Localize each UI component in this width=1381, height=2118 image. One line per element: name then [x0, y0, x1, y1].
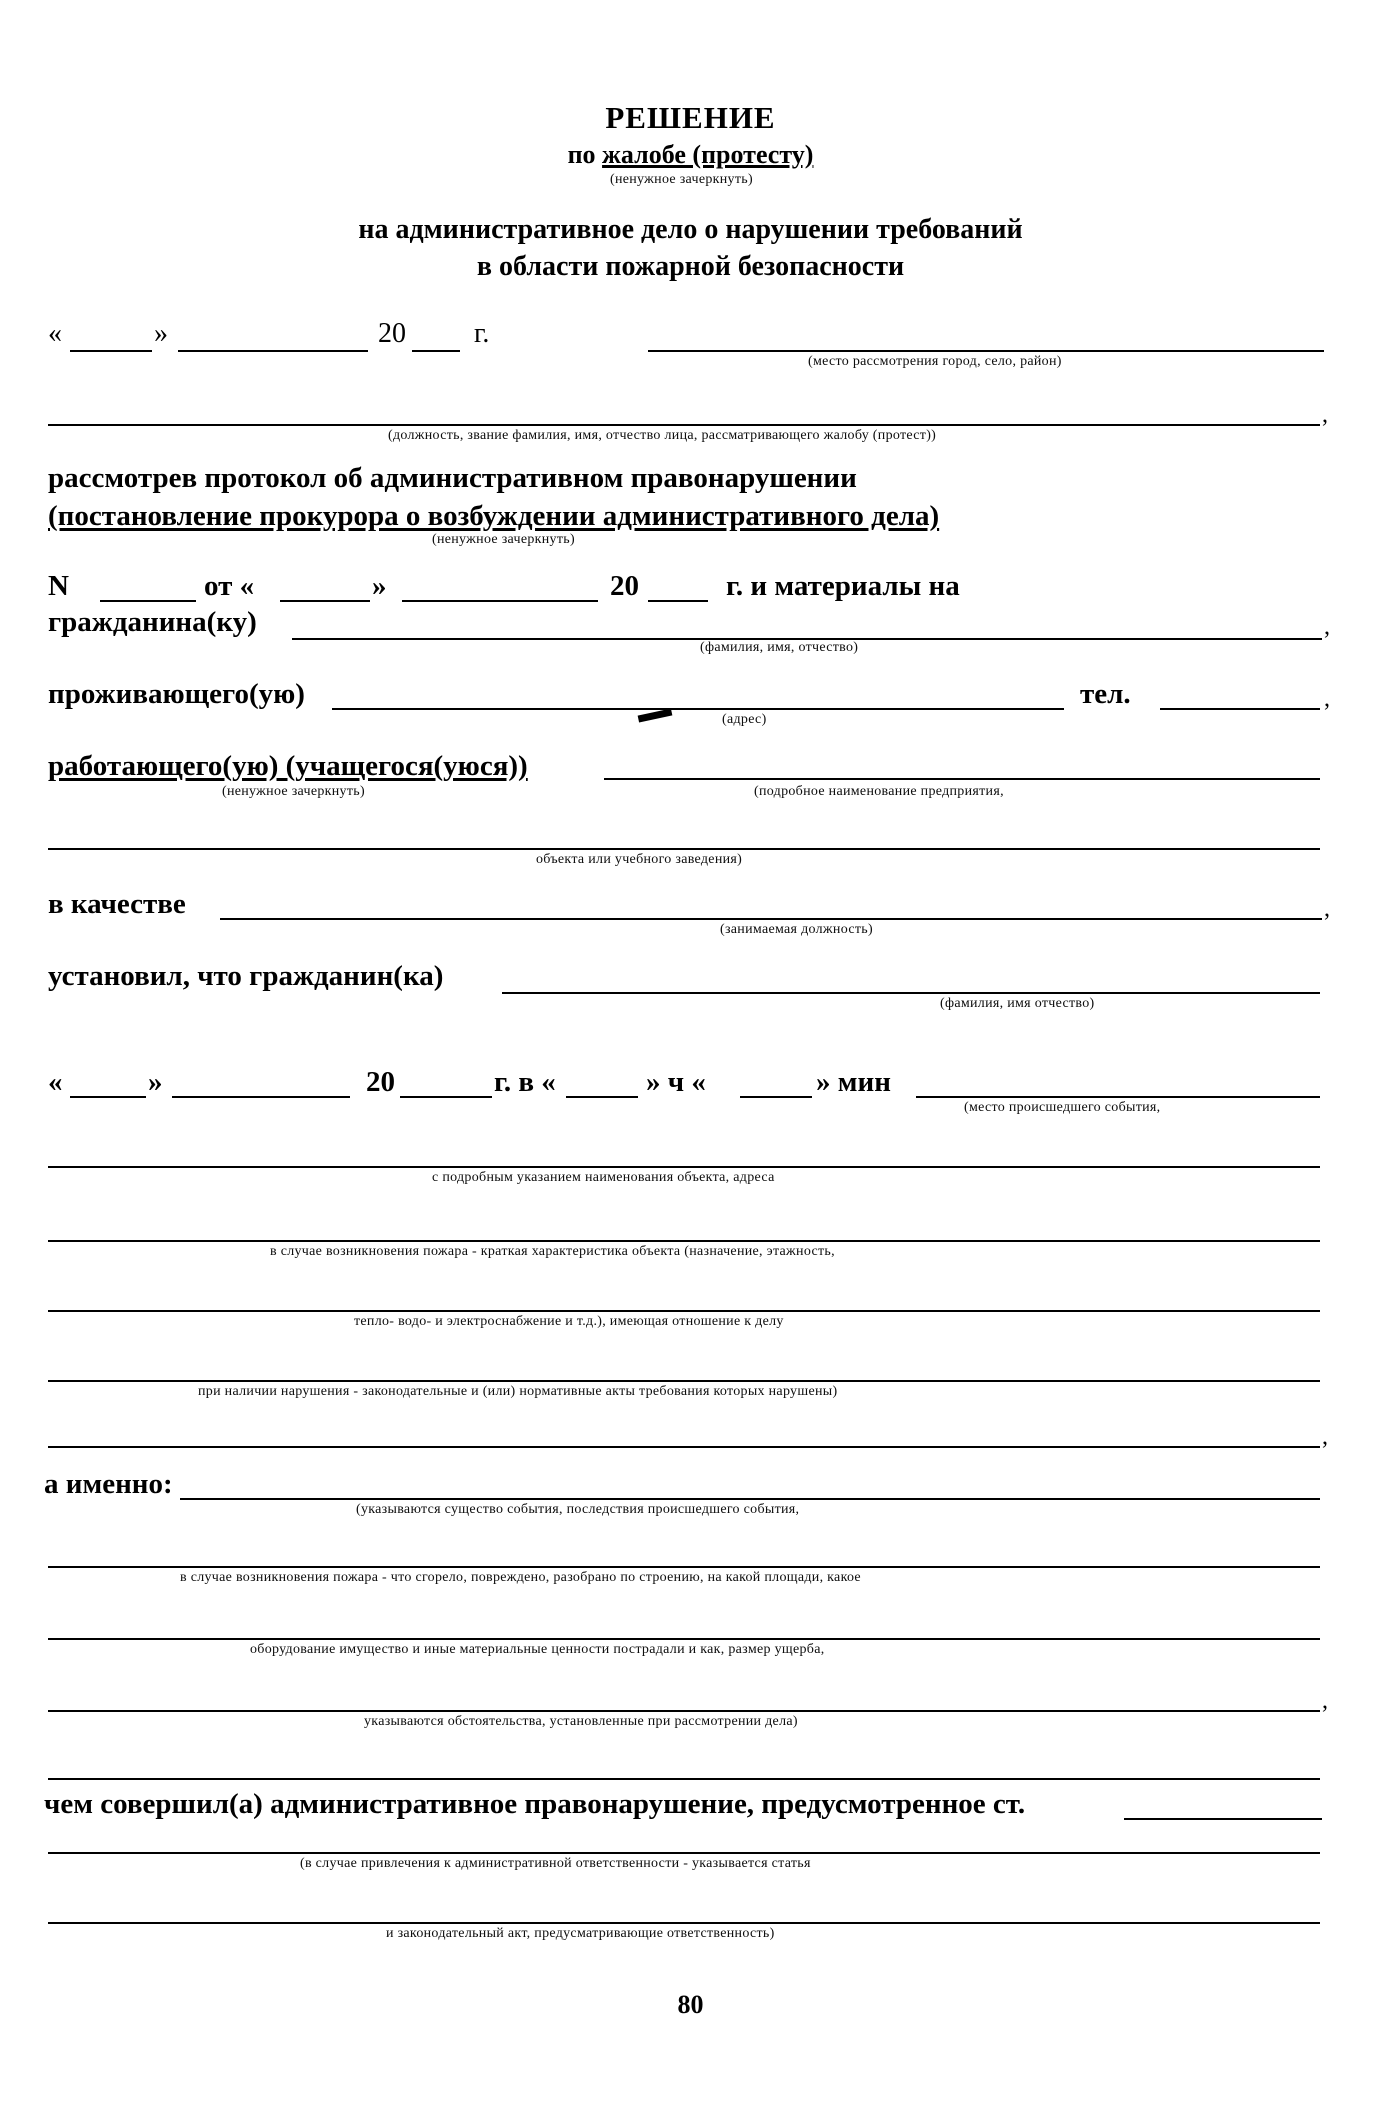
position-hint: (занимаемая должность): [720, 922, 873, 937]
detail-line-2: [48, 1240, 1320, 1242]
phone-comma: ,: [1324, 686, 1330, 712]
established-line: [502, 992, 1320, 994]
official-comma: ,: [1322, 402, 1328, 428]
from-label: от «: [204, 570, 255, 602]
subtitle-hint: (ненужное зачеркнуть): [610, 172, 753, 187]
namely-hint-3: оборудование имущество и иные материальные ценности пострадали и как, размер ущерба,: [250, 1642, 825, 1657]
namely-line-3: [48, 1638, 1320, 1640]
namely-comma: ,: [1322, 1688, 1328, 1714]
enterprise-line-2: [48, 848, 1320, 850]
article-line: [1124, 1818, 1322, 1820]
heading-line-2: в области пожарной безопасности: [476, 251, 905, 282]
document-subtitle: [0, 140, 1381, 170]
enterprise-hint-2: объекта или учебного заведения): [536, 852, 743, 867]
year-prefix: 20: [378, 318, 406, 349]
year-line: [412, 350, 460, 352]
established-label: установил, что гражданин(ка): [48, 960, 444, 992]
position-label: в качестве: [48, 888, 186, 920]
event-time-text: г. в «: [494, 1066, 556, 1098]
hour-line: [566, 1096, 638, 1098]
official-line: [48, 424, 1320, 426]
citizen-hint: (фамилия, имя, отчество): [700, 640, 859, 655]
article-line-2: [48, 1922, 1320, 1924]
committed-text: чем совершил(а) административное правонарушение, предусмотренное ст.: [44, 1788, 1026, 1820]
detail-hint-4: при наличии нарушения - законодательные и (или) нормативные акты требования которых нарушены): [198, 1384, 838, 1399]
number-label: N: [48, 570, 69, 602]
subtitle-main: жалобе (протесту): [602, 140, 814, 169]
month-line: [178, 350, 368, 352]
event-day-line: [70, 1096, 146, 1098]
page-number: 80: [677, 1990, 704, 2019]
from-month-line: [402, 600, 598, 602]
date-open-quote: «: [48, 318, 62, 349]
event-year-line: [400, 1096, 492, 1098]
from-year-line: [648, 600, 708, 602]
from-year: 20: [610, 570, 639, 602]
day-line: [70, 350, 152, 352]
event-place-hint: (место происшедшего события,: [964, 1100, 1161, 1115]
minute-line: [740, 1096, 812, 1098]
detail-line-5: [48, 1446, 1320, 1448]
namely-hint-4: указываются обстоятельства, установленные при рассмотрении дела): [364, 1714, 798, 1729]
article-hint-1: (в случае привлечения к административной ответственности - указывается статья: [300, 1856, 811, 1871]
detail-hint-3: тепло- водо- и электроснабжение и т.д.), имеющая отношение к делу: [354, 1314, 784, 1329]
namely-hint-1: (указываются существо события, последствия происшедшего события,: [356, 1502, 800, 1517]
heading-line-1: на административное дело о нарушении требований: [358, 214, 1023, 245]
detail-hint-2: в случае возникновения пожара - краткая характеристика объекта (назначение, этажность,: [270, 1244, 835, 1259]
subtitle-prefix: по: [567, 140, 596, 169]
position-line: [220, 918, 1322, 920]
citizen-label: гражданина(ку): [48, 606, 257, 638]
place-hint: (место рассмотрения город, село, район): [808, 354, 1062, 369]
article-hint-2: и законодательный акт, предусматривающие ответственность): [386, 1926, 775, 1941]
namely-line-4: [48, 1710, 1320, 1712]
from-close-quote: »: [372, 570, 387, 602]
phone-line: [1160, 708, 1320, 710]
detail-comma: ,: [1322, 1424, 1328, 1450]
position-comma: ,: [1324, 896, 1330, 922]
namely-line-2: [48, 1566, 1320, 1568]
working-label: работающего(ую) (учащегося(уюся)): [48, 750, 528, 782]
place-line: [648, 350, 1324, 352]
hour-text: » ч «: [646, 1066, 706, 1098]
considered-text: рассмотрев протокол об административном правонарушении: [48, 462, 857, 494]
namely-line-1: [180, 1498, 1320, 1500]
namely-label: а именно:: [44, 1468, 173, 1500]
residing-label: проживающего(ую): [48, 678, 305, 710]
event-close-quote: »: [148, 1066, 163, 1098]
detail-line-4: [48, 1380, 1320, 1382]
event-open-quote: «: [48, 1066, 63, 1098]
detail-line-3: [48, 1310, 1320, 1312]
event-place-line: [916, 1096, 1320, 1098]
from-day-line: [280, 600, 370, 602]
namely-line-5: [48, 1778, 1320, 1780]
detail-line-1: [48, 1166, 1320, 1168]
resolution-text: (постановление прокурора о возбуждении административного дела): [48, 500, 940, 532]
phone-label: тел.: [1080, 678, 1131, 710]
address-hint: (адрес): [722, 712, 767, 727]
date-close-quote: »: [154, 318, 168, 349]
working-hint: (ненужное зачеркнуть): [222, 784, 365, 799]
enterprise-hint-1: (подробное наименование предприятия,: [754, 784, 1004, 799]
citizen-comma: ,: [1324, 614, 1330, 640]
event-month-line: [172, 1096, 350, 1098]
address-line: [332, 708, 1064, 710]
established-hint: (фамилия, имя отчество): [940, 996, 1095, 1011]
article-line-1: [48, 1852, 1320, 1854]
namely-hint-2: в случае возникновения пожара - что сгорело, повреждено, разобрано по строению, на какой площади, какое: [180, 1570, 861, 1585]
ink-smudge: [638, 709, 673, 723]
minute-text: » мин: [816, 1066, 891, 1098]
detail-hint-1: с подробным указанием наименования объекта, адреса: [432, 1170, 775, 1185]
year-suffix: г.: [474, 318, 490, 349]
enterprise-line: [604, 778, 1320, 780]
materials-text: г. и материалы на: [726, 570, 960, 602]
number-line: [100, 600, 196, 602]
event-year: 20: [366, 1066, 395, 1098]
official-hint: (должность, звание фамилия, имя, отчество лица, рассматривающего жалобу (протест)): [388, 428, 937, 443]
resolution-hint: (ненужное зачеркнуть): [432, 532, 575, 547]
document-title: РЕШЕНИЕ: [605, 100, 776, 135]
